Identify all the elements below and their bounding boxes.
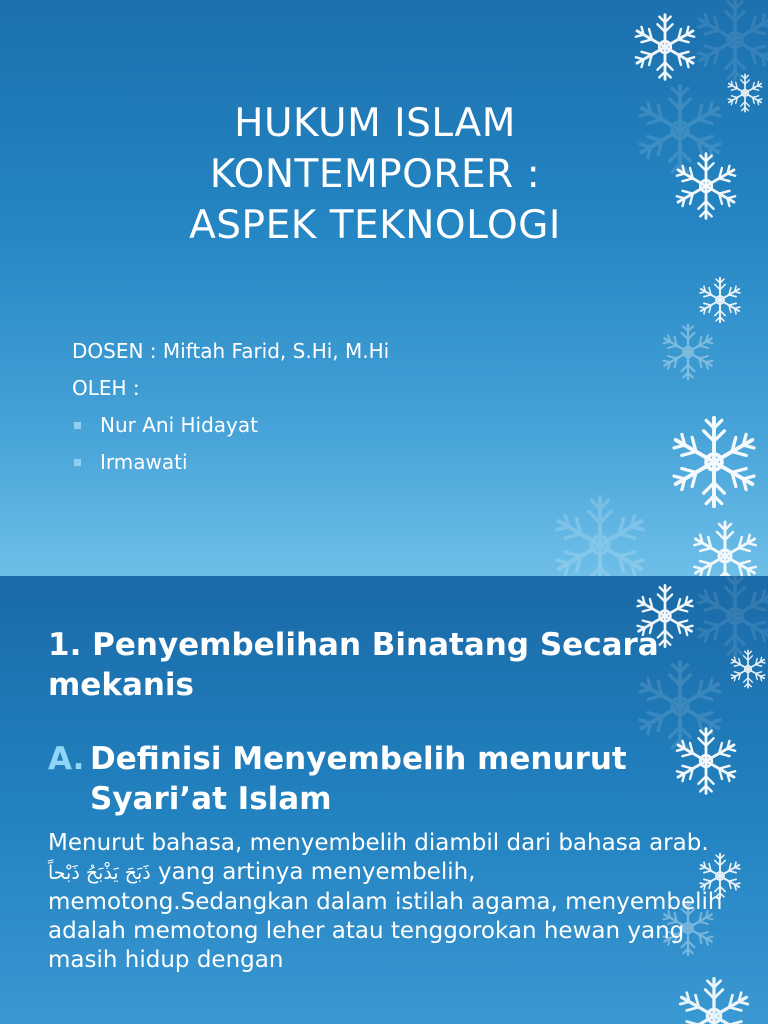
member-item — [72, 407, 389, 444]
snowflake-icon — [695, 0, 768, 81]
by-label: OLEH : — [72, 376, 140, 400]
snowflake-icon — [727, 74, 764, 111]
body-paragraph — [48, 858, 738, 975]
body-continuation: yang artinya menyembelih, memotong.Sedangkan dalam istilah agama, menyembelih adalah memotong leher atau tenggorokan hewan yang masih hidup dengan — [48, 859, 723, 973]
snowflake-icon — [633, 15, 697, 80]
author-info — [72, 333, 389, 481]
snowflake-icon — [677, 979, 751, 1024]
title-line: KONTEMPORER : — [209, 152, 541, 197]
section-heading: 1. Penyembelihan Binatang Secara mekanis — [48, 627, 659, 703]
snowflake-icon — [671, 418, 758, 506]
bullet-icon — [74, 422, 81, 429]
snowflake-icon — [692, 522, 759, 576]
body-paragraph: Menurut bahasa, menyembelih diambil dari bahasa arab. — [48, 830, 709, 856]
title-line: HUKUM ISLAM — [234, 101, 516, 146]
snowflake-icon — [698, 278, 741, 322]
subsection-heading — [48, 739, 728, 819]
lecturer-line: DOSEN : Miftah Farid, S.Hi, M.Hi — [72, 339, 390, 363]
member-item — [72, 444, 389, 481]
snowflake-icon — [661, 325, 715, 379]
body-text — [48, 829, 738, 975]
subsection-title: Definisi Menyembelih menurut Syari’at Islam — [90, 741, 627, 817]
snowflake-icon — [553, 497, 647, 576]
title-line: ASPEK TEKNOLOGI — [189, 203, 561, 248]
member-name: Irmawati — [100, 450, 188, 474]
member-name: Nur Ani Hidayat — [100, 413, 258, 437]
bullet-icon — [74, 459, 81, 466]
slide-content — [0, 576, 768, 1024]
presentation-title — [60, 98, 690, 251]
subsection-letter: A. — [48, 741, 85, 777]
arabic-term: ذَبَحَ يَذْبَحُ ذَبْحاً — [48, 862, 151, 884]
